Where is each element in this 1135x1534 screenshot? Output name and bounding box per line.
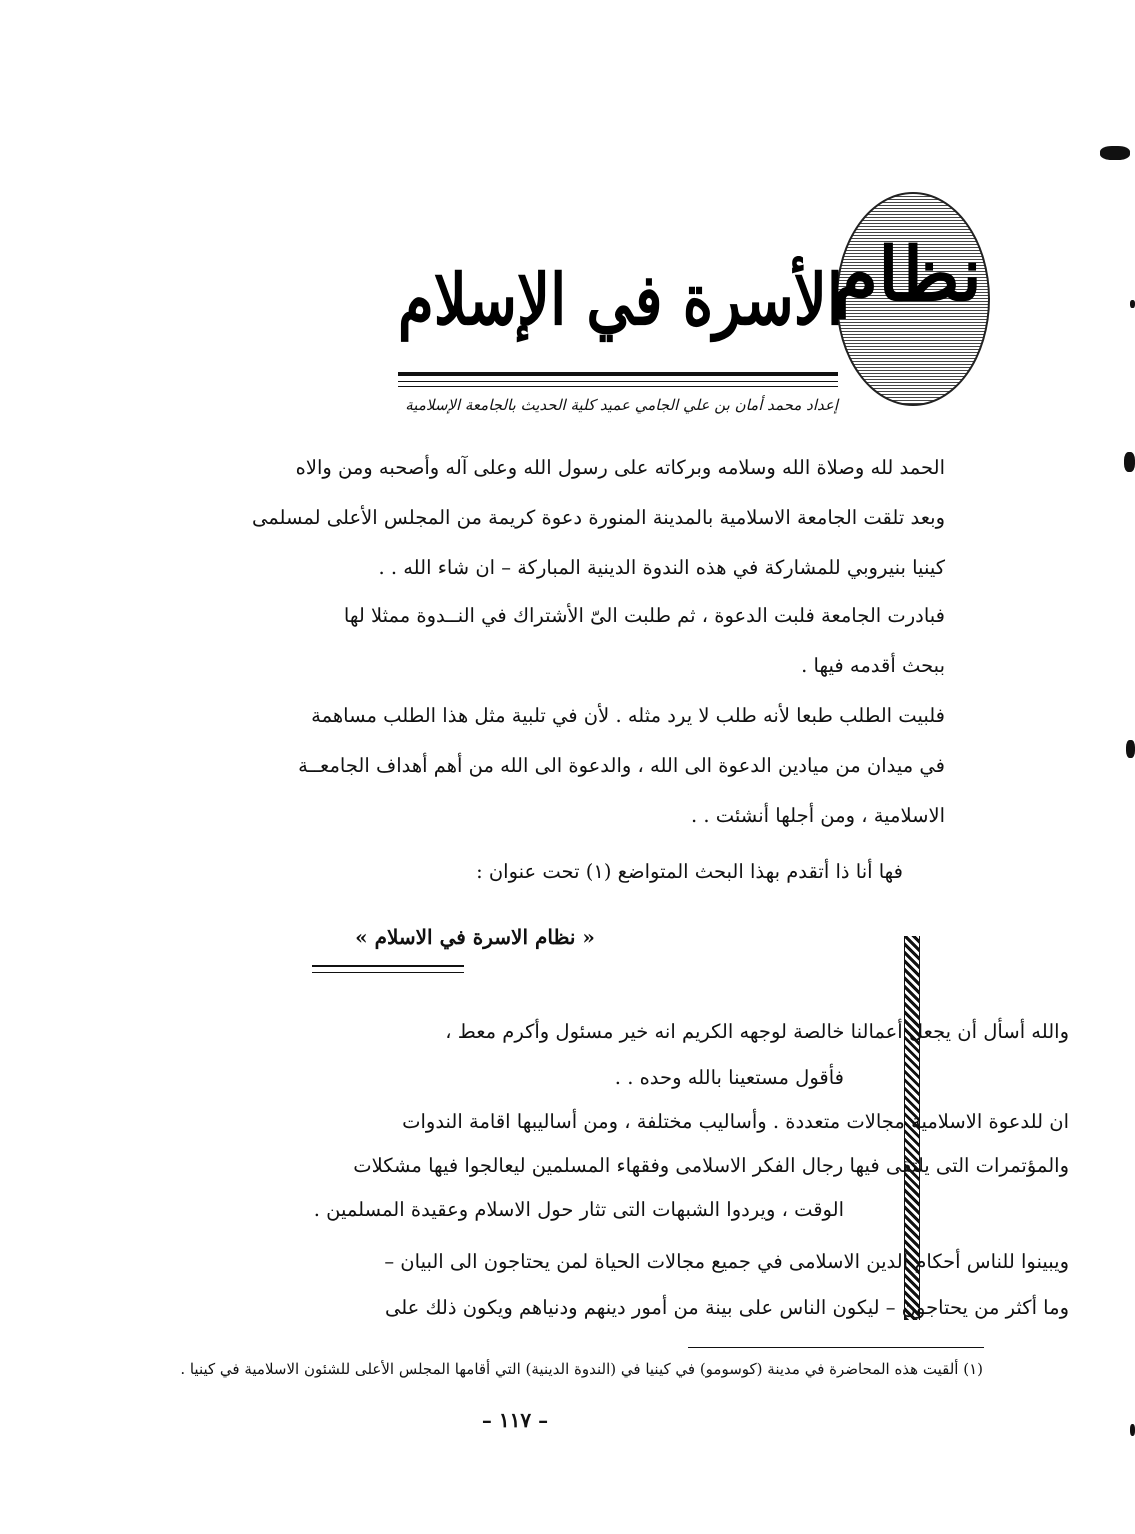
body-line: الاسلامية ، ومن أجلها أنشئت . . bbox=[690, 804, 945, 827]
footnote-rule bbox=[688, 1347, 984, 1348]
body-line: فها أنا ذا أتقدم بهذا البحث المتواضع (١) تحت عنوان : bbox=[476, 860, 903, 883]
margin-speck bbox=[1124, 452, 1135, 472]
margin-speck bbox=[1130, 1424, 1135, 1436]
body-line: الوقت ، ويردوا الشبهات التى تثار حول الاسلام وعقيدة المسلمين . bbox=[313, 1198, 844, 1221]
body-line: فبادرت الجامعة فلبت الدعوة ، ثم طلبت الىّ الأشتراك في النــدوة ممثلا لها bbox=[343, 604, 945, 627]
margin-speck bbox=[1126, 740, 1135, 758]
body-line: ويبينوا للناس أحكام الدين الاسلامى في جميع مجالات الحياة لمن يحتاجون الى البيان – bbox=[384, 1250, 1069, 1273]
title-rule-thin bbox=[398, 381, 838, 382]
body-line: الحمد لله وصلاة الله وسلامه وبركاته على رسول الله وعلى آله وأصحبه ومن والاه bbox=[295, 456, 945, 479]
body-line: كينيا بنيروبي للمشاركة في هذه الندوة الدينية المباركة – ان شاء الله . . bbox=[378, 556, 945, 579]
subtitle-rule bbox=[312, 965, 464, 967]
body-line: ان للدعوة الاسلامية مجالات متعددة . وأساليب مختلفة ، ومن أساليبها اقامة الندوات bbox=[402, 1110, 1069, 1133]
section-subtitle: « نظام الاسرة في الاسلام » bbox=[355, 925, 595, 949]
subtitle-rule bbox=[312, 972, 464, 973]
body-line: في ميدان من ميادين الدعوة الى الله ، والدعوة الى الله من أهم أهداف الجامعــة bbox=[298, 754, 945, 777]
title-rule-thin bbox=[398, 386, 838, 387]
author-byline: إعداد محمد أمان بن علي الجامي عميد كلية الحديث بالجامعة الإسلامية bbox=[405, 396, 838, 414]
body-line: وما أكثر من يحتاجون – ليكون الناس على بينة من أمور دينهم ودنياهم ويكون ذلك على bbox=[384, 1296, 1069, 1319]
page-number: – ١١٧ – bbox=[481, 1408, 549, 1432]
body-line: وبعد تلقت الجامعة الاسلامية بالمدينة المنورة دعوة كريمة من المجلس الأعلى لمسلمى bbox=[252, 506, 945, 529]
footnote: (١) ألقيت هذه المحاضرة في مدينة (كوسومو) في كينيا في (الندوة الدينية) التي أقامها المجلس الأعلى للشئون الاسلامية في كينيا . bbox=[180, 1360, 983, 1378]
margin-speck bbox=[1130, 300, 1135, 308]
title-rule-thick bbox=[398, 372, 838, 376]
body-line: فلبيت الطلب طبعا لأنه طلب لا يرد مثله . لأن في تلبية مثل هذا الطلب مساهمة bbox=[311, 704, 945, 727]
page-title: الأسرة في الإسلام bbox=[397, 258, 843, 341]
body-line: فأقول مستعينا بالله وحده . . bbox=[614, 1066, 844, 1089]
title-emblem-text: نظام bbox=[832, 232, 982, 318]
margin-speck bbox=[1100, 146, 1130, 160]
body-line: والمؤتمرات التى يلتقى فيها رجال الفكر الاسلامى وفقهاء المسلمين ليعالجوا فيها مشكلات bbox=[353, 1154, 1069, 1177]
body-line: والله أسأل أن يجعل أعمالنا خالصة لوجهه الكريم انه خير مسئول وأكرم معط ، bbox=[445, 1020, 1069, 1043]
body-line: ببحث أقدمه فيها . bbox=[801, 654, 945, 677]
